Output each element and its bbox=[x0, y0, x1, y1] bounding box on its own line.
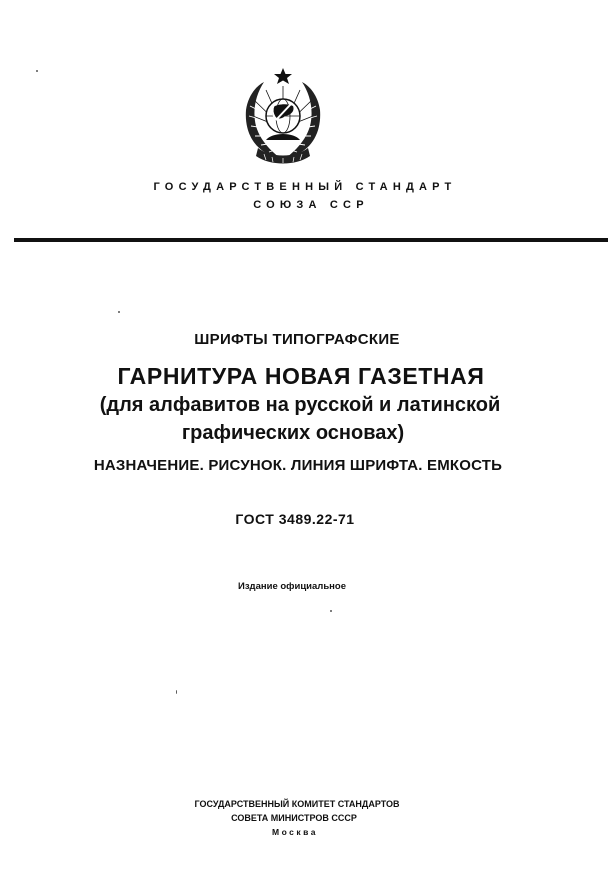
ussr-state-emblem-icon bbox=[236, 66, 330, 166]
publisher-line-1: ГОСУДАРСТВЕННЫЙ КОМИТЕТ СТАНДАРТОВ bbox=[194, 799, 400, 809]
publisher-city: Москва bbox=[272, 827, 318, 837]
document-subtitle-line-2: графических основах) bbox=[181, 422, 405, 444]
document-scope: НАЗНАЧЕНИЕ. РИСУНОК. ЛИНИЯ ШРИФТА. ЕМКОСТЬ bbox=[93, 457, 503, 474]
scan-speck bbox=[36, 70, 38, 72]
scan-speck bbox=[118, 311, 120, 313]
publisher-line-2: СОВЕТА МИНИСТРОВ СССР bbox=[231, 813, 357, 823]
edition-note: Издание официальное bbox=[238, 581, 346, 592]
header-line-state-standard: ГОСУДАРСТВЕННЫЙ СТАНДАРТ bbox=[153, 181, 457, 193]
standard-number: ГОСТ 3489.22-71 bbox=[235, 511, 355, 527]
header-divider bbox=[14, 238, 608, 242]
header-line-ussr: СОЮЗА ССР bbox=[253, 199, 369, 211]
document-category: ШРИФТЫ ТИПОГРАФСКИЕ bbox=[194, 331, 400, 348]
document-title: ГАРНИТУРА НОВАЯ ГАЗЕТНАЯ bbox=[117, 363, 485, 389]
document-subtitle-line-1: (для алфавитов на русской и латинской bbox=[99, 394, 501, 416]
scan-speck bbox=[176, 690, 177, 694]
scan-speck bbox=[330, 610, 332, 612]
